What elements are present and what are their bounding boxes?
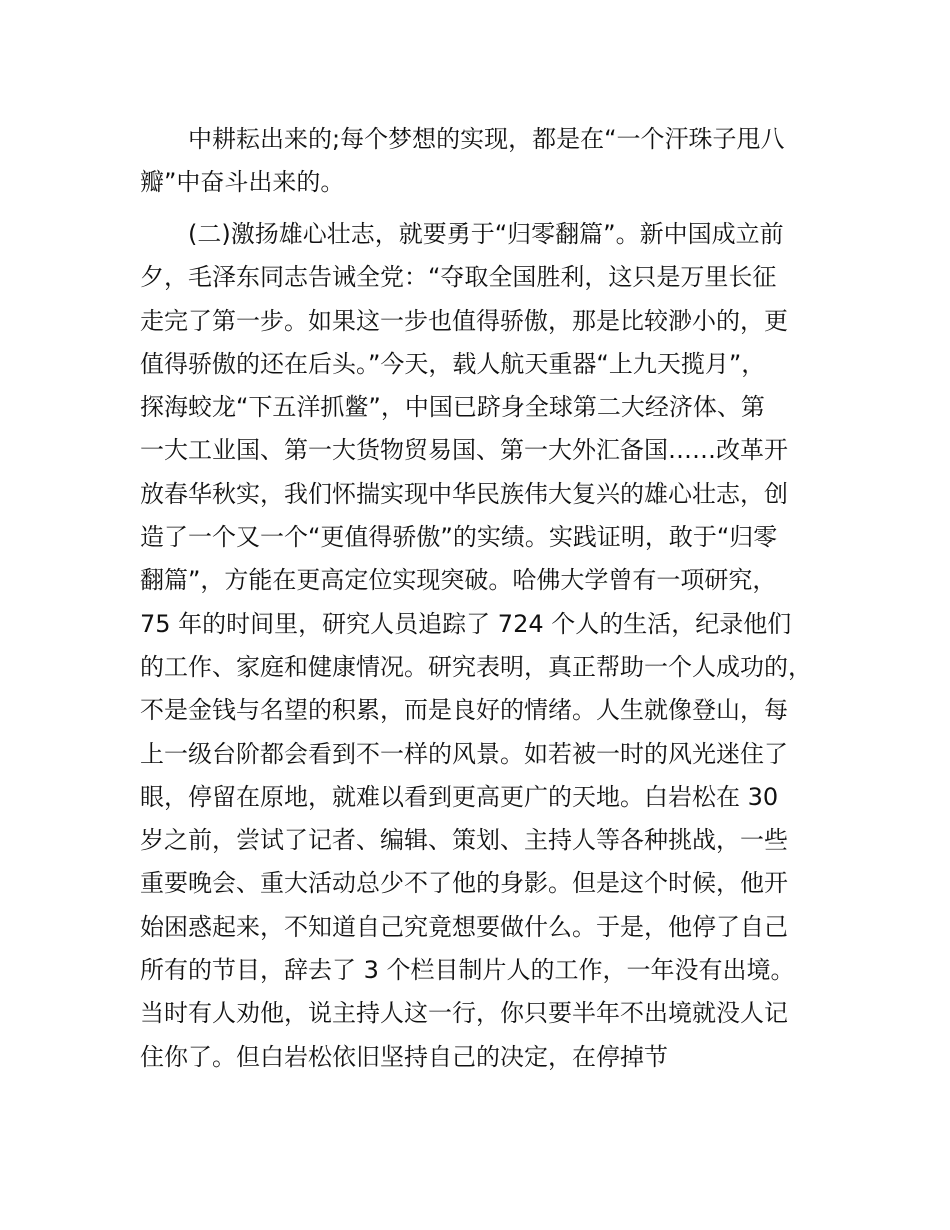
text-line: 探海蛟龙“下五洋抓鳖”，中国已跻身全球第二大经济体、第: [140, 393, 765, 422]
text-line: 上一级台阶都会看到不一样的风景。如若被一时的风光迷住了: [140, 739, 788, 768]
text-line: 重要晚会、重大活动总少不了他的身影。但是这个时候，他开: [140, 869, 788, 898]
text-line: 值得骄傲的还在后头。”今天，载人航天重器“上九天揽月”，: [140, 349, 766, 378]
paragraph-2: [140, 213, 840, 1079]
text-line: 眼，停留在原地，就难以看到更高更广的天地。白岩松在 30: [140, 782, 779, 811]
text-line: 造了一个又一个“更值得骄傲”的实绩。实践证明，敢于“归零: [140, 523, 778, 552]
paragraph-1: [140, 118, 840, 205]
text-line: 所有的节目，辞去了 3 个栏目制片人的工作，一年没有出境。: [140, 956, 795, 985]
text-line: 岁之前，尝试了记者、编辑、策划、主持人等各种挑战，一些: [140, 826, 788, 855]
text-line: 住你了。但白岩松依旧坚持自己的决定，在停掉节: [140, 1042, 668, 1071]
text-line: 始困惑起来，不知道自己究竟想要做什么。于是，他停了自己: [140, 912, 788, 941]
text-line: 瓣”中奋斗出来的。: [140, 168, 345, 197]
text-line: 一大工业国、第一大货物贸易国、第一大外汇备国……改革开: [140, 436, 788, 465]
text-line: 放春华秋实，我们怀揣实现中华民族伟大复兴的雄心壮志，创: [140, 479, 788, 508]
text-line: 走完了第一步。如果这一步也值得骄傲，那是比较渺小的，更: [140, 306, 788, 335]
text-line: (二)激扬雄心壮志，就要勇于“归零翻篇”。新中国成立前: [188, 220, 784, 248]
text-line: 夕，毛泽东同志告诫全党：“夺取全国胜利，这只是万里长征: [140, 263, 777, 292]
text-line: 翻篇”，方能在更高定位实现突破。哈佛大学曾有一项研究，: [140, 566, 777, 595]
text-line: 75 年的时间里，研究人员追踪了 724 个人的生活，纪录他们: [140, 609, 792, 638]
text-line: 的工作、家庭和健康情况。研究表明，真正帮助一个人成功的，: [140, 652, 812, 681]
text-line: 当时有人劝他，说主持人这一行，你只要半年不出境就没人记: [140, 999, 788, 1028]
text-line: 中耕耘出来的;每个梦想的实现，都是在“一个汗珠子甩八: [188, 125, 785, 153]
text-line: 不是金钱与名望的积累，而是良好的情绪。人生就像登山，每: [140, 696, 788, 725]
